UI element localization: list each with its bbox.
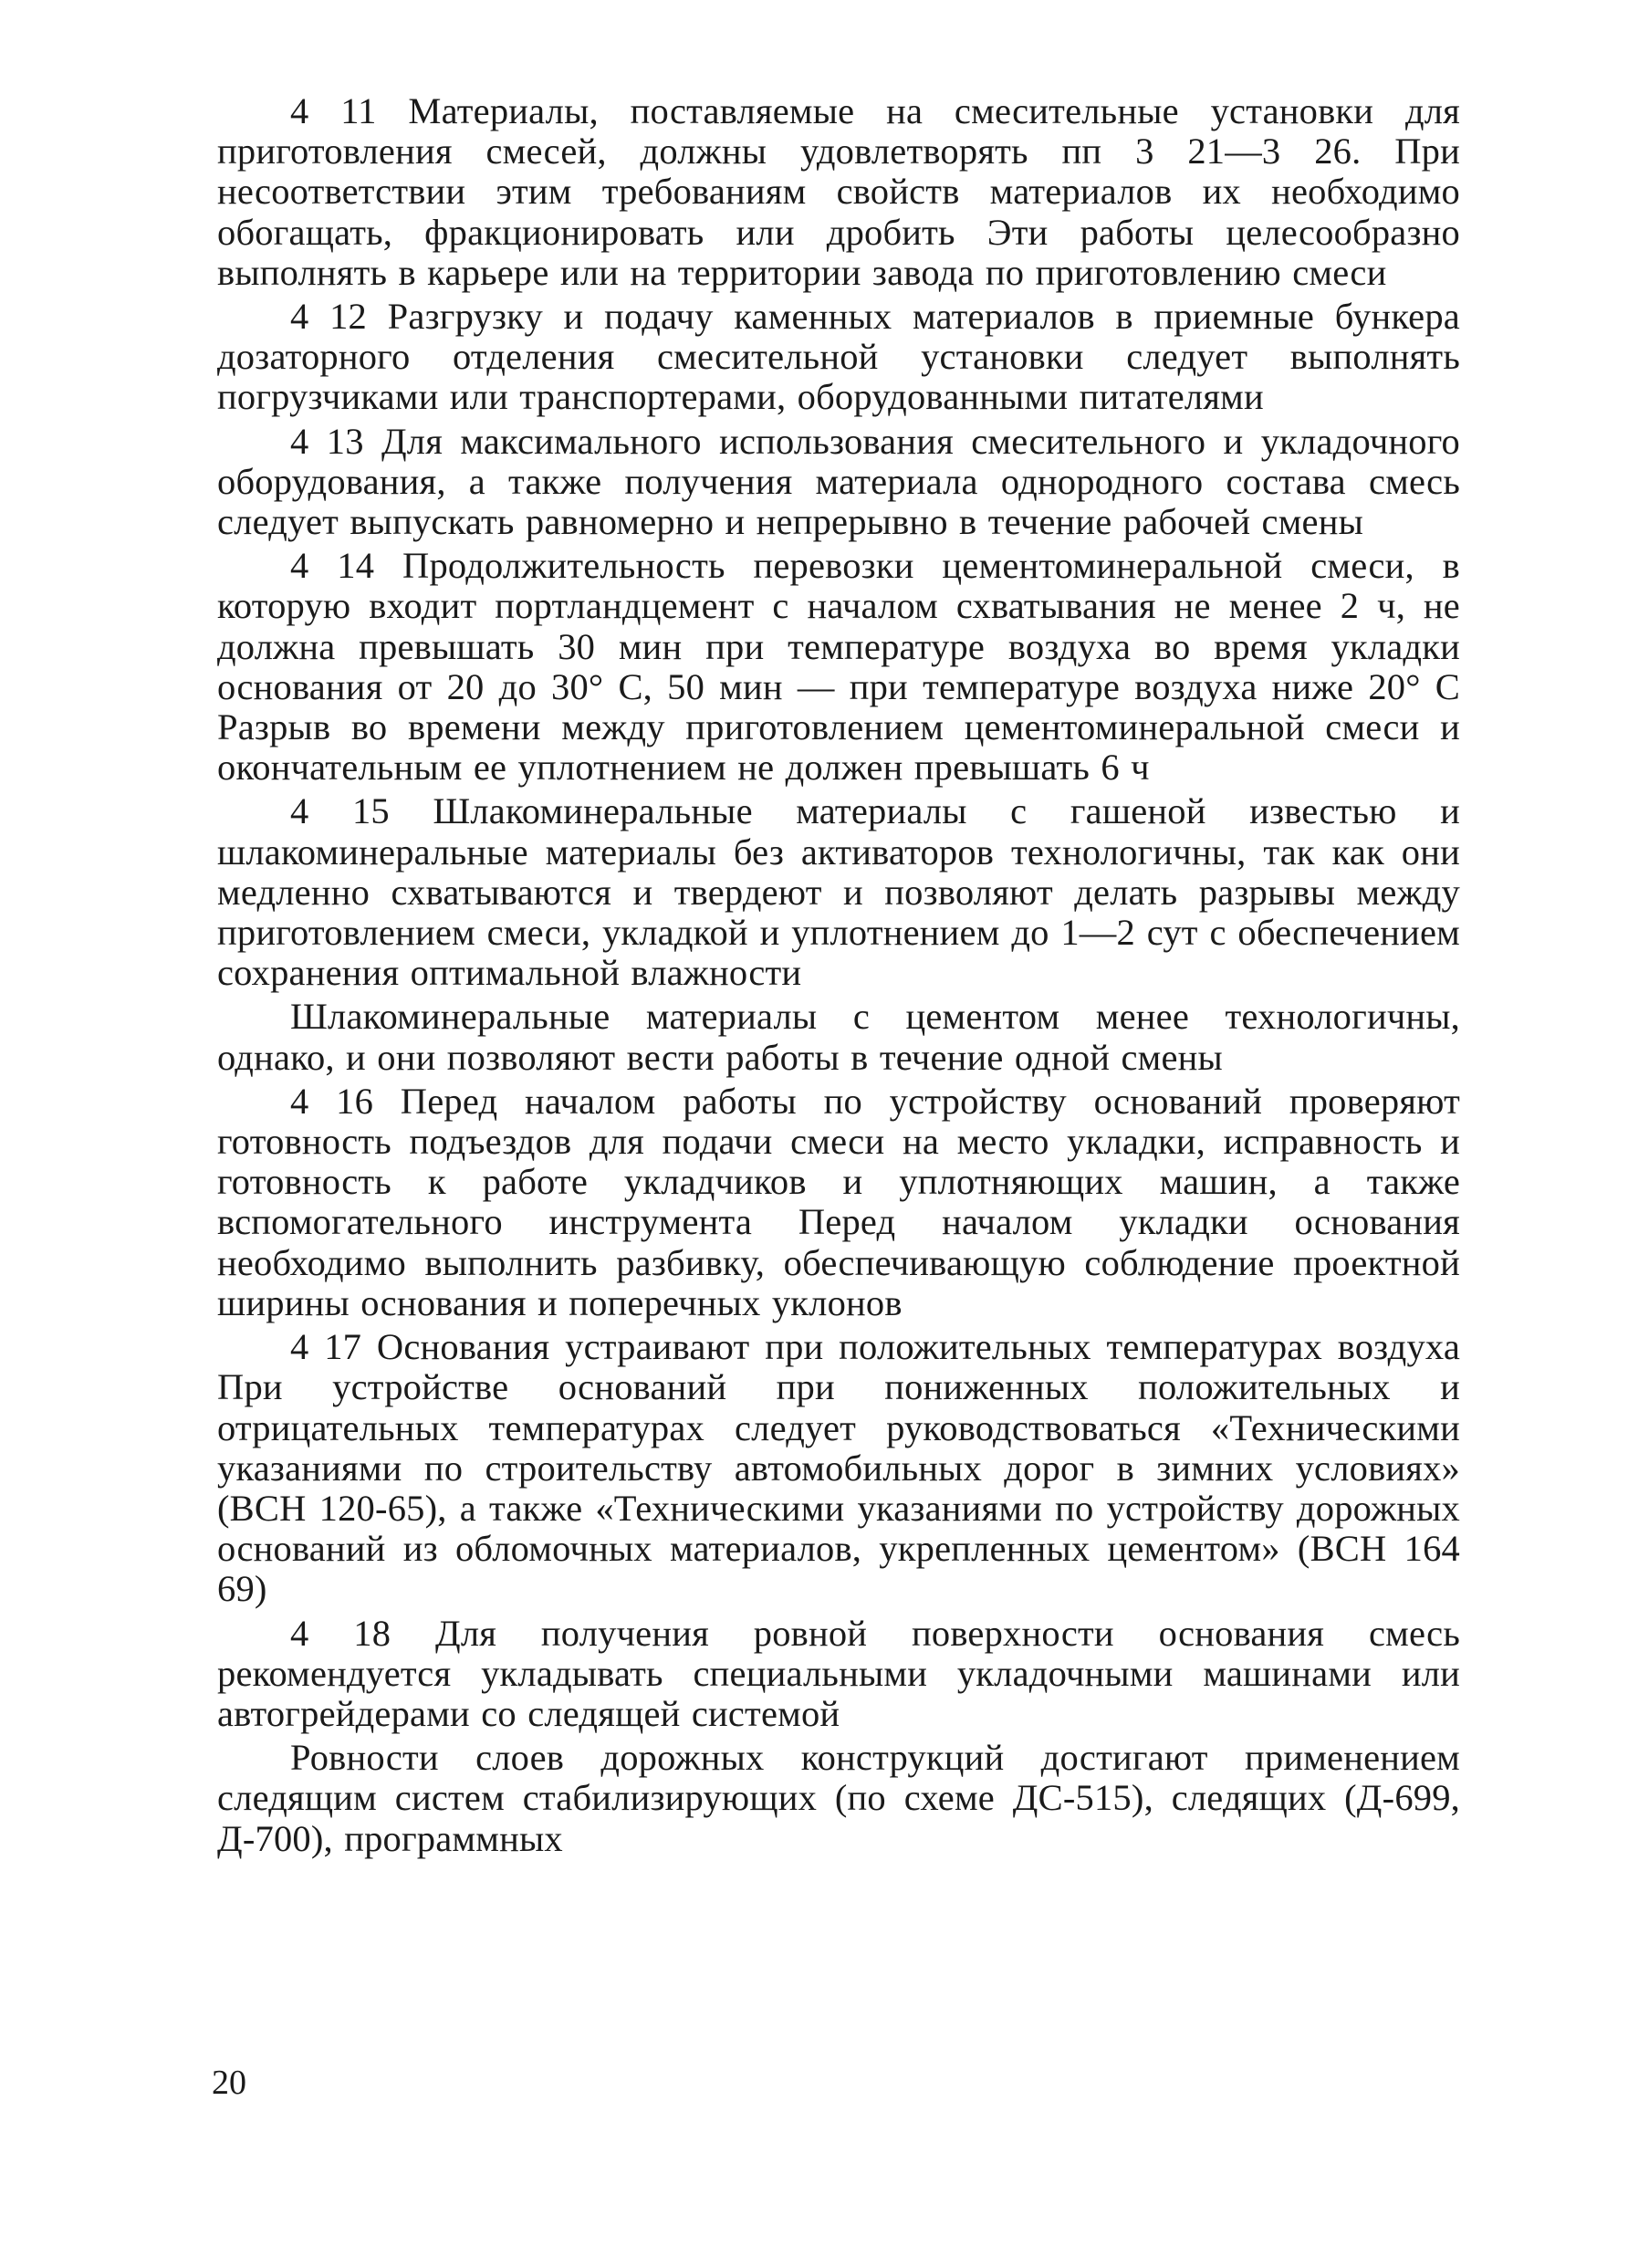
paragraph-4-15-continuation: Шлакоминеральные материалы с цементом менее технологичны, однако, и они позволяют вести работы в течение одной смены — [217, 996, 1460, 1078]
paragraph-4-15: 4 15 Шлакоминеральные материалы с гашеной известью и шлакоминеральные материалы без активаторов технологичны, так как они медленно схватываются и твердеют и позволяют делать разрывы между приготовлением смеси, укладкой и уплотнением до 1—2 сут с обеспечением сохранения оптимальной влажности — [217, 790, 1460, 994]
paragraph-4-16: 4 16 Перед началом работы по устройству оснований проверяют готовность подъездов для подачи смеси на место укладки, исправность и готовность к работе укладчиков и уплотняющих машин, а также вспомогательного инструмента Перед началом укладки основания необходимо выполнить разбивку, обеспечивающую соблюдение проектной ширины основания и поперечных уклонов — [217, 1080, 1460, 1323]
document-body — [217, 91, 1460, 1859]
paragraph-4-13: 4 13 Для максимального использования смесительного и укладочного оборудования, а также получения материала однородного состава смесь следует выпускать равномерно и непрерывно в течение рабочей смены — [217, 420, 1460, 543]
paragraph-4-17: 4 17 Основания устраивают при положительных температурах воздуха При устройстве оснований при пониженных положительных и отрицательных температурах следует руководствоваться «Техническими указаниями по строительству автомобильных дорог в зимних условиях» (ВСН 120-65), а также «Техническими указаниями по устройству дорожных оснований из обломочных материалов, укрепленных цементом» (ВСН 164 69) — [217, 1326, 1460, 1610]
paragraph-4-11: 4 11 Материалы, поставляемые на смесительные установки для приготовления смесей, должны удовлетворять пп 3 21—3 26. При несоответствии этим требованиям свойств материалов их необходимо обогащать, фракционировать или дробить Эти работы целесообразно выполнять в карьере или на территории завода по приготовлению смеси — [217, 90, 1460, 293]
paragraph-4-18-continuation: Ровности слоев дорожных конструкций достигают применением следящим систем стабилизирующих (по схеме ДС-515), следящих (Д-699, Д-700), программных — [217, 1737, 1460, 1859]
page-number: 20 — [212, 2064, 246, 2102]
paragraph-4-14: 4 14 Продолжительность перевозки цементоминеральной смеси, в которую входит портландцемент с началом схватывания не менее 2 ч, не должна превышать 30 мин при температуре воздуха во время укладки основания от 20 до 30° С, 50 мин — при температуре воздуха ниже 20° С Разрыв во времени между приготовлением цементоминеральной смеси и окончательным ее уплотнением не должен превышать 6 ч — [217, 545, 1460, 789]
paragraph-4-18: 4 18 Для получения ровной поверхности основания смесь рекомендуется укладывать специальными укладочными машинами или автогрейдерами со следящей системой — [217, 1612, 1460, 1734]
paragraph-4-12: 4 12 Разгрузку и подачу каменных материалов в приемные бункера дозаторного отделения смесительной установки следует выполнять погрузчиками или транспортерами, оборудованными питателями — [217, 296, 1460, 418]
